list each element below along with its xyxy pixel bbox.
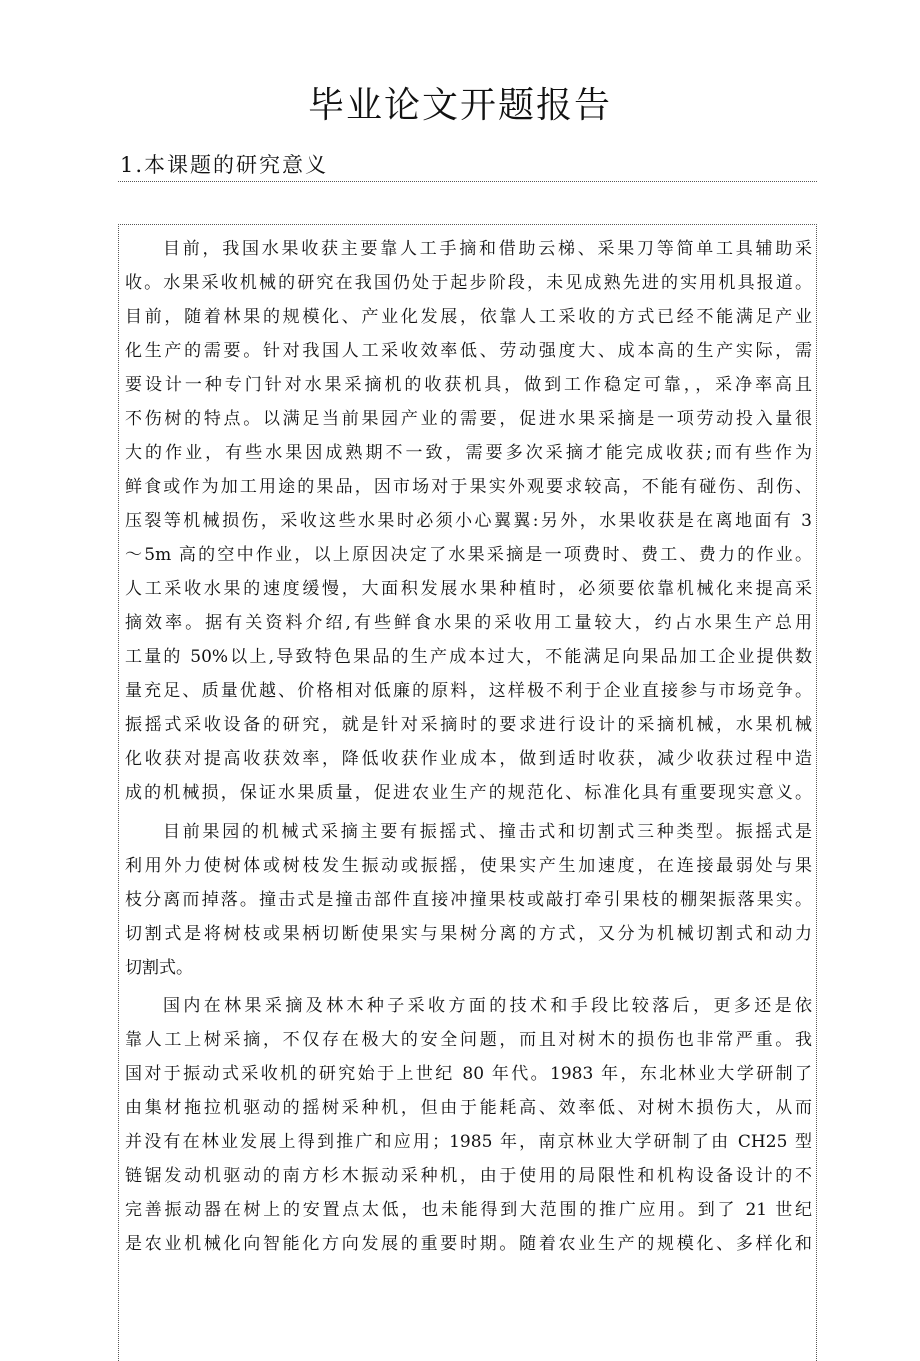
text-line: 目前，我国水果收获主要靠人工手摘和借助云梯、采果刀等简单工具辅助采 [163, 239, 812, 259]
text-line: 不伤树的特点。以满足当前果园产业的需要，促进水果采摘是一项劳动投入量很 [125, 409, 812, 429]
text-line: 国内在林果采摘及林木种子采收方面的技术和手段比较落后，更多还是依 [163, 996, 812, 1016]
text-line: 由集材拖拉机驱动的摇树采种机，但由于能耗高、效率低、对树木损伤大，从而 [125, 1098, 812, 1118]
text-line: 国对于振动式采收机的研究始于上世纪 80 年代。1983 年，东北林业大学研制了 [125, 1064, 812, 1084]
text-line: ～5m 高的空中作业，以上原因决定了水果采摘是一项费时、费工、费力的作业。 [125, 545, 812, 565]
text-line: 摘效率。据有关资料介绍,有些鲜食水果的采收用工量较大，约占水果生产总用 [125, 613, 812, 633]
text-line: 要设计一种专门针对水果采摘机的收获机具，做到工作稳定可靠，，采净率高且 [125, 375, 812, 395]
text-line: 链锯发动机驱动的南方杉木振动采种机，由于使用的局限性和机构设备设计的不 [125, 1166, 812, 1186]
heading-divider [118, 181, 817, 182]
text-line: 并没有在林业发展上得到推广和应用；1985 年，南京林业大学研制了由 CH25 型 [125, 1132, 812, 1152]
text-line: 工量的 50%以上,导致特色果品的生产成本过大，不能满足向果品加工企业提供数 [125, 647, 812, 667]
text-line: 量充足、质量优越、价格相对低廉的原料，这样极不利于企业直接参与市场竞争。 [125, 681, 812, 701]
text-line: 靠人工上树采摘，不仅存在极大的安全问题，而且对树木的损伤也非常严重。我 [125, 1030, 812, 1050]
content-box [118, 224, 817, 1361]
text-line: 鲜食或作为加工用途的果品，因市场对于果实外观要求较高，不能有碰伤、刮伤、 [125, 477, 812, 497]
document-title: 毕业论文开题报告 [307, 85, 612, 126]
text-line: 完善振动器在树上的安置点太低，也未能得到大范围的推广应用。到了 21 世纪 [125, 1200, 812, 1220]
text-line: 振摇式采收设备的研究，就是针对采摘时的要求进行设计的采摘机械，水果机械 [125, 715, 812, 735]
text-line: 利用外力使树体或树枝发生振动或振摇，使果实产生加速度，在连接最弱处与果 [125, 856, 812, 876]
text-line: 切割式。 [125, 958, 193, 978]
text-line: 枝分离而掉落。撞击式是撞击部件直接冲撞果枝或敲打牵引果枝的棚架振落果实。 [125, 890, 812, 910]
text-line: 收。水果采收机械的研究在我国仍处于起步阶段，未见成熟先进的实用机具报道。 [125, 273, 812, 293]
text-line: 化生产的需要。针对我国人工采收效率低、劳动强度大、成本高的生产实际，需 [125, 341, 812, 361]
text-line: 人工采收水果的速度缓慢，大面积发展水果种植时，必须要依靠机械化来提高采 [125, 579, 812, 599]
section-heading: 1.本课题的研究意义 [120, 153, 329, 177]
text-line: 化收获对提高收获效率，降低收获作业成本，做到适时收获，减少收获过程中造 [125, 749, 812, 769]
text-line: 切割式是将树枝或果柄切断使果实与果树分离的方式，又分为机械切割式和动力 [125, 924, 812, 944]
text-line: 目前，随着林果的规模化、产业化发展，依靠人工采收的方式已经不能满足产业 [125, 307, 812, 327]
text-line: 成的机械损，保证水果质量，促进农业生产的规范化、标准化具有重要现实意义。 [125, 783, 812, 803]
text-line: 大的作业，有些水果因成熟期不一致，需要多次采摘才能完成收获;而有些作为 [125, 443, 812, 463]
text-line: 压裂等机械损伤，采收这些水果时必须小心翼翼:另外，水果收获是在离地面有 3 [125, 511, 812, 531]
text-line: 目前果园的机械式采摘主要有振摇式、撞击式和切割式三种类型。振摇式是 [163, 822, 812, 842]
text-line: 是农业机械化向智能化方向发展的重要时期。随着农业生产的规模化、多样化和 [125, 1234, 812, 1254]
